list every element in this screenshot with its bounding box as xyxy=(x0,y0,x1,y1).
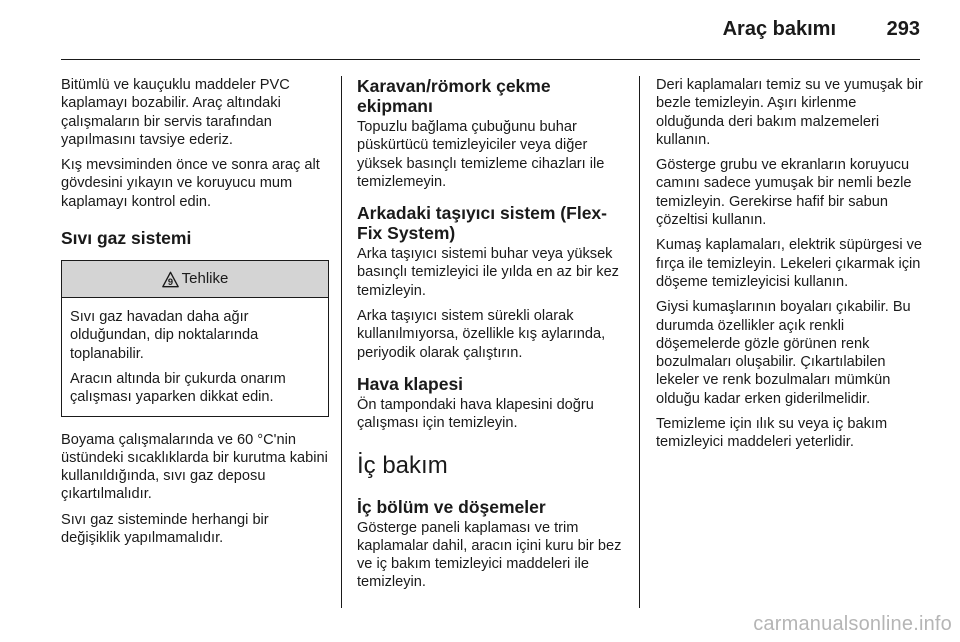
heading-air-flap: Hava klapesi xyxy=(357,373,464,394)
paragraph: Kumaş kaplamaları, elektrik süpürgesi ve fırça ile temizleyin. Lekeleri çıkarmak için döşeme temizleyicisi kullanın. xyxy=(656,237,923,290)
paragraph: Boyama çalışmalarında ve 60 °C'nin üstündeki sıcaklıklarda bir kurutma kabini kullanıldığında, sıvı gaz deposu çıkartılmalıdır. xyxy=(61,431,328,503)
heading-interior-trim: İç bölüm ve döşemeler xyxy=(357,496,546,517)
column-1 xyxy=(61,76,329,554)
paragraph: Deri kaplamaları temiz su ve yumuşak bir bezle temizleyin. Aşırı kirlenme olduğunda deri bakım malzemeleri kullanın. xyxy=(656,77,923,148)
heading-interior-care: İç bakım xyxy=(357,451,448,479)
warning-triangle-icon xyxy=(162,271,179,288)
svg-text:9: 9 xyxy=(167,276,173,287)
paragraph: Aracın altında bir çukurda onarım çalışması yaparken dikkat edin. xyxy=(70,370,286,406)
paragraph: Gösterge grubu ve ekranların koruyucu camını sadece yumuşak bir nemli bezle temizleyin. Gerekirse hafif bir sabun çözeltisi kullanın. xyxy=(656,157,912,229)
page-title: Araç bakımı xyxy=(722,18,836,40)
danger-box-header xyxy=(62,261,328,298)
column-divider-1 xyxy=(341,76,342,608)
danger-box-body xyxy=(62,298,328,415)
page-number: 293 xyxy=(886,18,920,40)
paragraph: Arka taşıyıcı sistemi buhar veya yüksek basınçlı temizleyici ile yılda en az bir kez temizleyin. xyxy=(357,246,619,299)
column-divider-2 xyxy=(639,76,640,608)
column-3 xyxy=(656,76,926,459)
paragraph: Arka taşıyıcı sistem sürekli olarak kullanılmıyorsa, özellikle kış aylarında, periyodik olarak çalıştırın. xyxy=(357,308,606,361)
section-title-lpg: Sıvı gaz sistemi xyxy=(61,228,192,249)
heading-rear-carrier: Arkadaki taşıyıcı sistem (Flex-Fix System) xyxy=(357,203,607,244)
danger-box-title: Tehlike xyxy=(181,269,229,287)
heading-caravan-towing: Karavan/römork çekme ekipmanı xyxy=(357,76,551,116)
paragraph: Topuzlu bağlama çubuğunu buhar püskürtücü temizleyiciler veya diğer yüksek basınçlı temizleme cihazları ile temizlemeyin. xyxy=(357,119,605,190)
watermark-text: carmanualsonline.info xyxy=(753,613,952,635)
page-header xyxy=(61,0,920,62)
danger-box xyxy=(61,260,329,416)
paragraph: Sıvı gaz sisteminde herhangi bir değişiklik yapılmamalıdır. xyxy=(61,511,269,547)
paragraph: Ön tampondaki hava klapesini doğru çalışması için temizleyin. xyxy=(357,396,594,432)
paragraph: Temizleme için ılık su veya iç bakım temizleyici maddeleri yeterlidir. xyxy=(656,416,888,451)
paragraph: Sıvı gaz havadan daha ağır olduğundan, dip noktalarında toplanabilir. xyxy=(70,309,259,362)
header-divider xyxy=(61,59,920,60)
column-2 xyxy=(357,76,629,599)
paragraph: Kış mevsiminden önce ve sonra araç alt gövdesini yıkayın ve koruyucu mum kaplamayı kontrol edin. xyxy=(61,157,320,210)
paragraph: Giysi kumaşlarının boyaları çıkabilir. Bu durumda özellikler açık renkli döşemelerde gözle görünen renk bozulmaları oluşabilir. Çıkartılabilen lekeler ve renk bozulmaları mümkün olduğu kadar erken giderilmelidir. xyxy=(656,299,911,407)
paragraph: Gösterge paneli kaplaması ve trim kaplamalar dahil, aracın içini kuru bir bez ve iç bakım temizleyici maddeleri ile temizleyin. xyxy=(357,519,622,591)
paragraph: Bitümlü ve kauçuklu maddeler PVC kaplamayı bozabilir. Araç altındaki çalışmaların bir servis tarafından yapılmasını tavsiye ederiz. xyxy=(61,77,290,148)
